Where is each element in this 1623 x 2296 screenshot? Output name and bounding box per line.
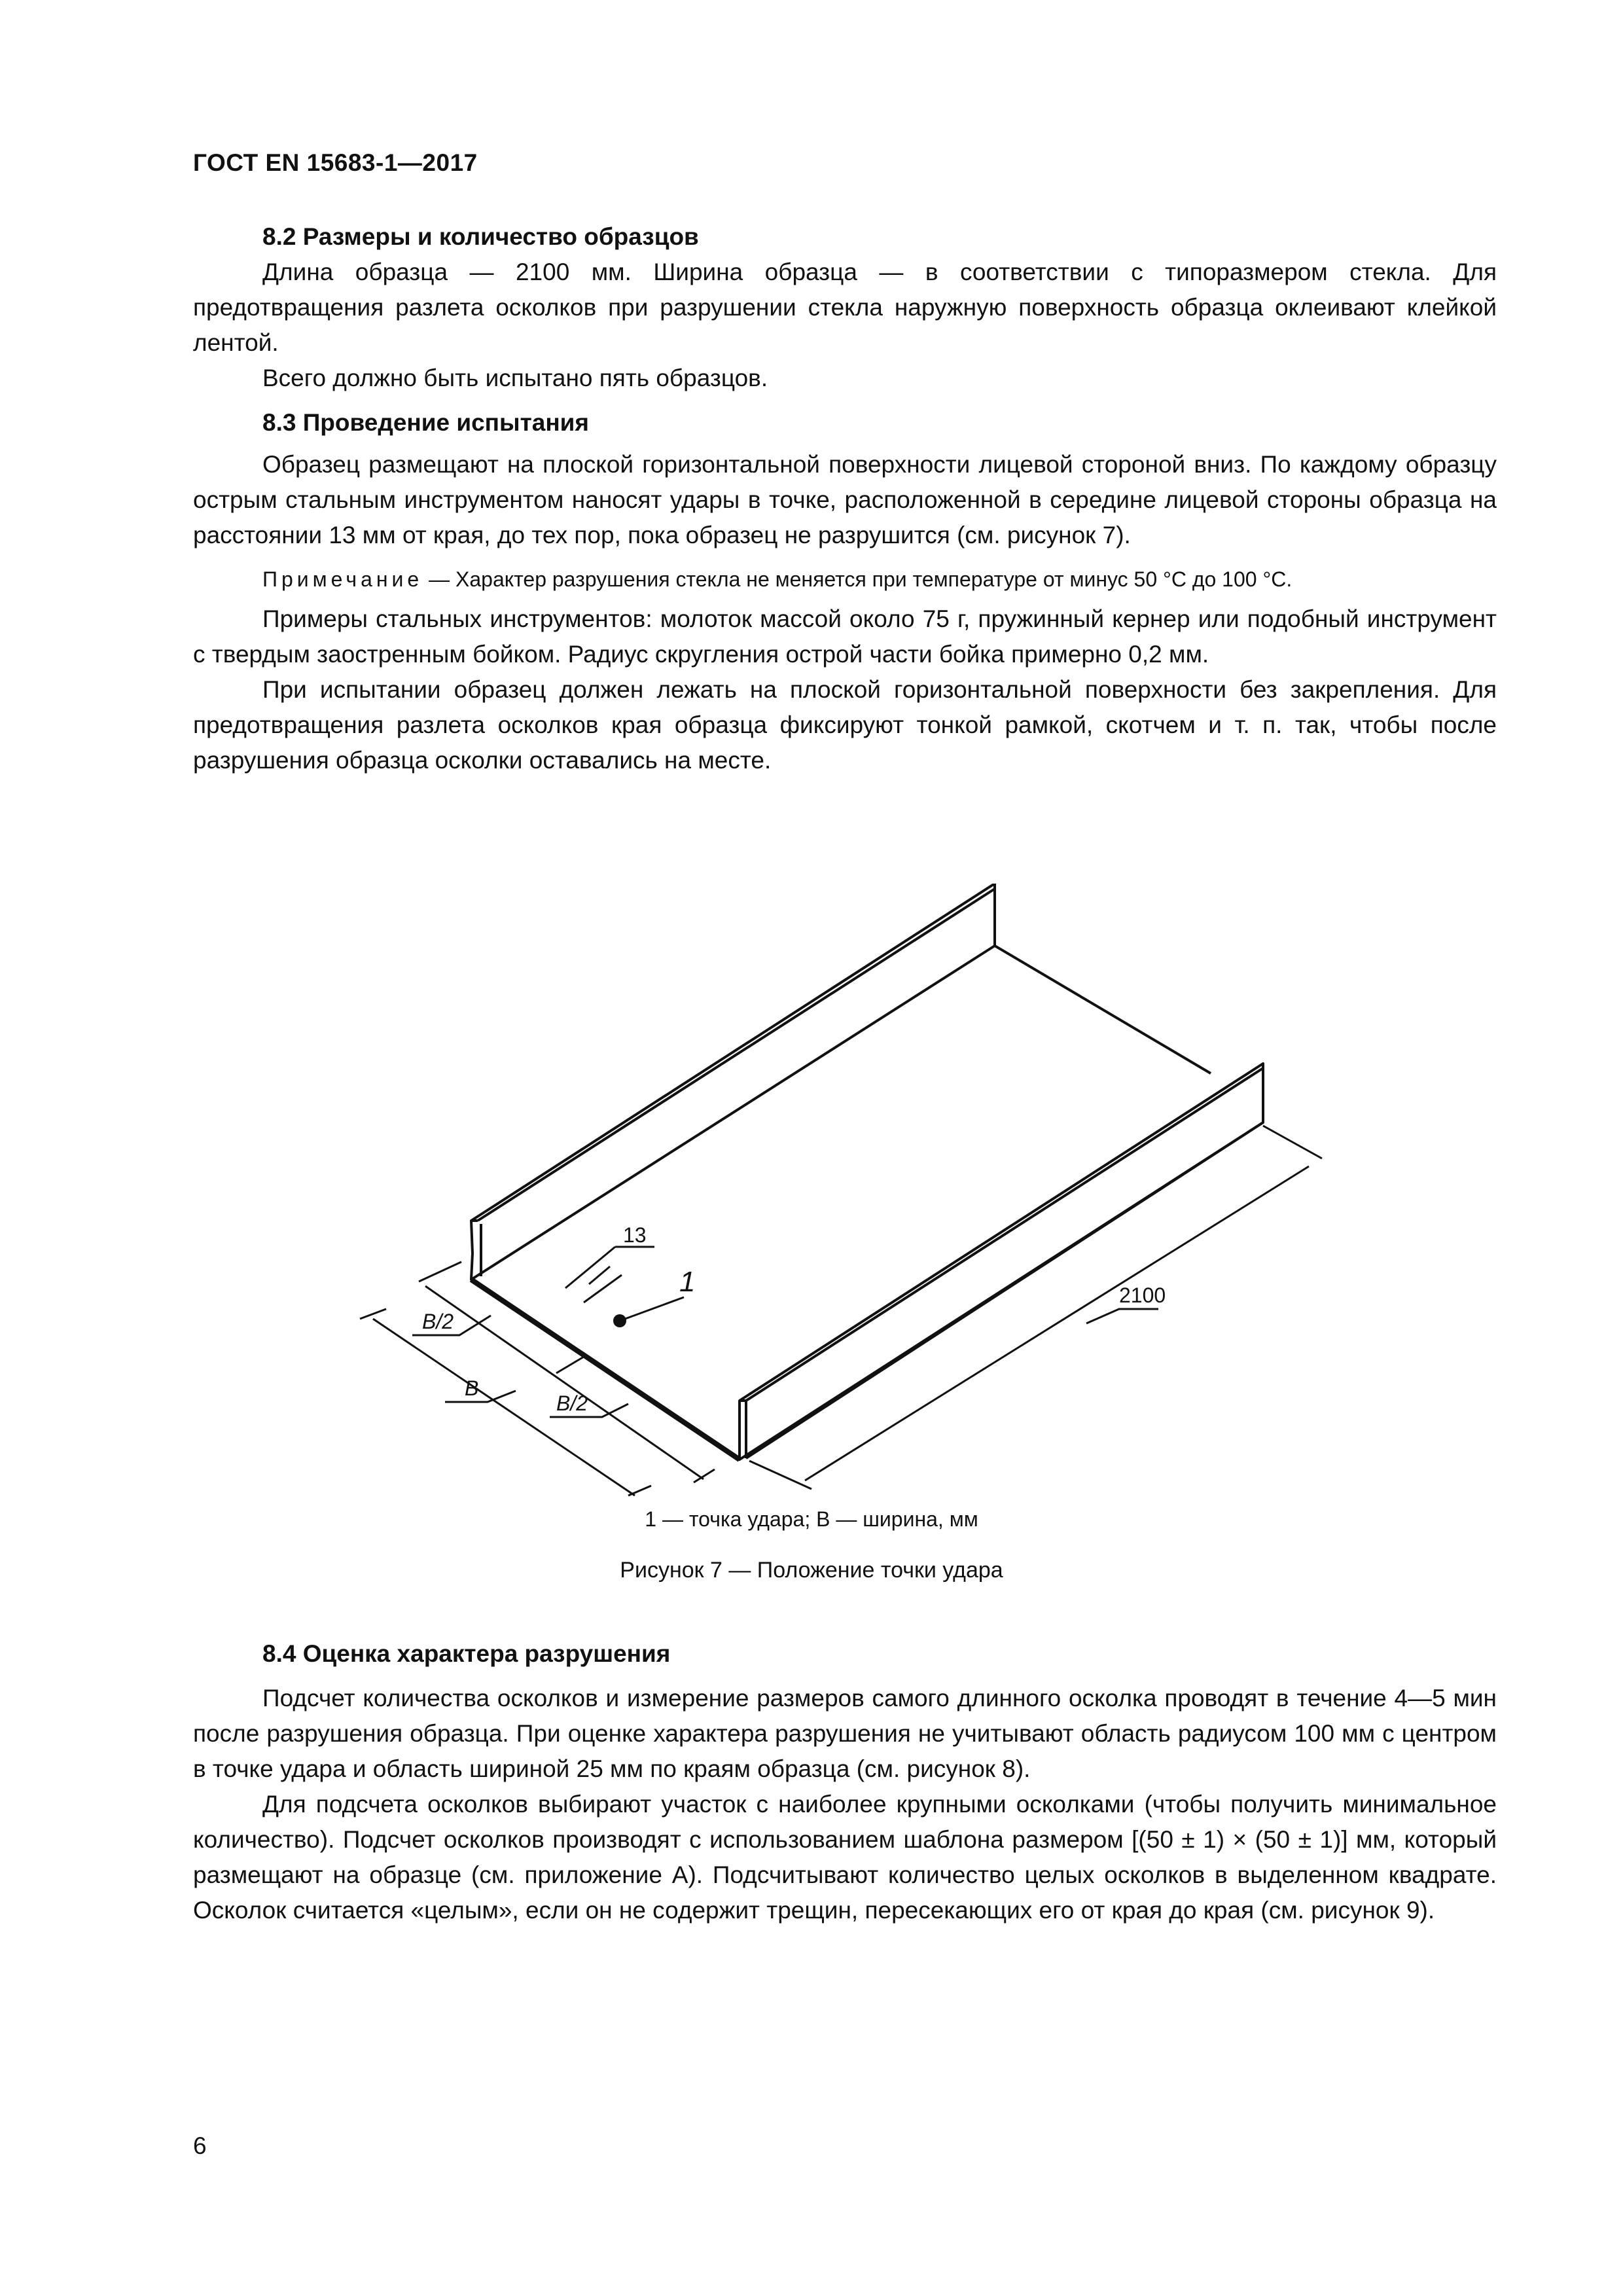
document-header: ГОСТ EN 15683-1—2017 [193,149,478,176]
paragraph: При испытании образец должен лежать на плоской горизонтальной поверхности без закрепления. Для предотвращения разлета осколков края образца фиксируют тонкой рамкой, скотчем и т. п. так, чтобы после разрушения образца осколки оставались на месте. [193,676,1497,774]
note-text: — Характер разрушения стекла не меняется при температуре от минус 50 °С до 100 °С. [423,567,1293,591]
left-flange-top-edge [478,889,995,1221]
right-flange-top-edge [746,1068,1263,1401]
paragraph: Примеры стальных инструментов: молоток массой около 75 г, пружинный кернер или подобный инструмент с твердым заостренным бойком. Радиус скругления острой части бойка примерно 0,2 мм. [193,605,1497,668]
paragraph: Длина образца — 2100 мм. Ширина образца — в соответствии с типоразмером стекла. Для предотвращения разлета осколков при разрушении стекла наружную поверхность образца оклеивают клейкой лентой. [193,259,1497,356]
half-width-label-2: B/2 [556,1391,588,1415]
dimension-13 [565,1247,654,1302]
base-back-edge [995,946,1211,1073]
right-flange-base [746,1122,1263,1458]
page-number: 6 [193,2132,207,2159]
length-label: 2100 [1119,1283,1166,1307]
width-label: B [465,1376,479,1400]
note [193,564,1497,595]
sections-8-2-8-3 [193,219,1497,778]
paragraph: Образец размещают на плоской горизонтальной поверхности лицевой стороной вниз. По каждому образцу острым стальным инструментом наносят удары в точке, расположенной в середине лицевой стороны образца на расстоянии 13 мм от края, до тех пор, пока образец не разрушится (см. рисунок 7). [193,451,1497,548]
specimen-outline [471,884,1263,1460]
figure-caption: Рисунок 7 — Положение точки удара [620,1558,1003,1583]
left-flange [471,884,995,1280]
section-8-3-title: 8.3 Проведение испытания [262,409,590,436]
note-label: Примечание [262,567,423,591]
right-flange [740,1064,1263,1460]
paragraph: Для подсчета осколков выбирают участок с наиболее крупными осколками (чтобы получить минимальное количество). Подсчет осколков производят с использованием шаблона размером [(50 ± 1) × (50 ± 1)] мм, который размещают на образце (см. приложение А). Подсчитывают количество целых осколков в выделенном квадрате. Осколок считается «целым», если он не содержит трещин, пересекающих его от края до края (см. рисунок 9). [193,1791,1497,1924]
figure-legend: 1 — точка удара; B — ширина, мм [645,1507,978,1531]
paragraph: Подсчет количества осколков и измерение размеров самого длинного осколка проводят в течение 4—5 мин после разрушения образца. При оценке характера разрушения не учитывают область радиусом 100 мм с центром в точке удара и область шириной 25 мм по краям образца (см. рисунок 8). [193,1685,1497,1782]
paragraph: Всего должно быть испытано пять образцов. [262,365,768,391]
specimen-drawing [353,884,1348,1499]
impact-label: 1 [679,1266,696,1298]
impact-leader [620,1297,684,1321]
section-8-4-title: 8.4 Оценка характера разрушения [262,1640,671,1667]
width-dimensions [360,1126,1322,1496]
edge-line-thick [471,1280,740,1460]
dim-13-label: 13 [623,1223,647,1247]
section-8-4 [193,1636,1497,1928]
figure-7-diagram [353,884,1348,1499]
half-width-label-1: B/2 [422,1310,454,1333]
section-8-2-title: 8.2 Размеры и количество образцов [262,223,699,250]
